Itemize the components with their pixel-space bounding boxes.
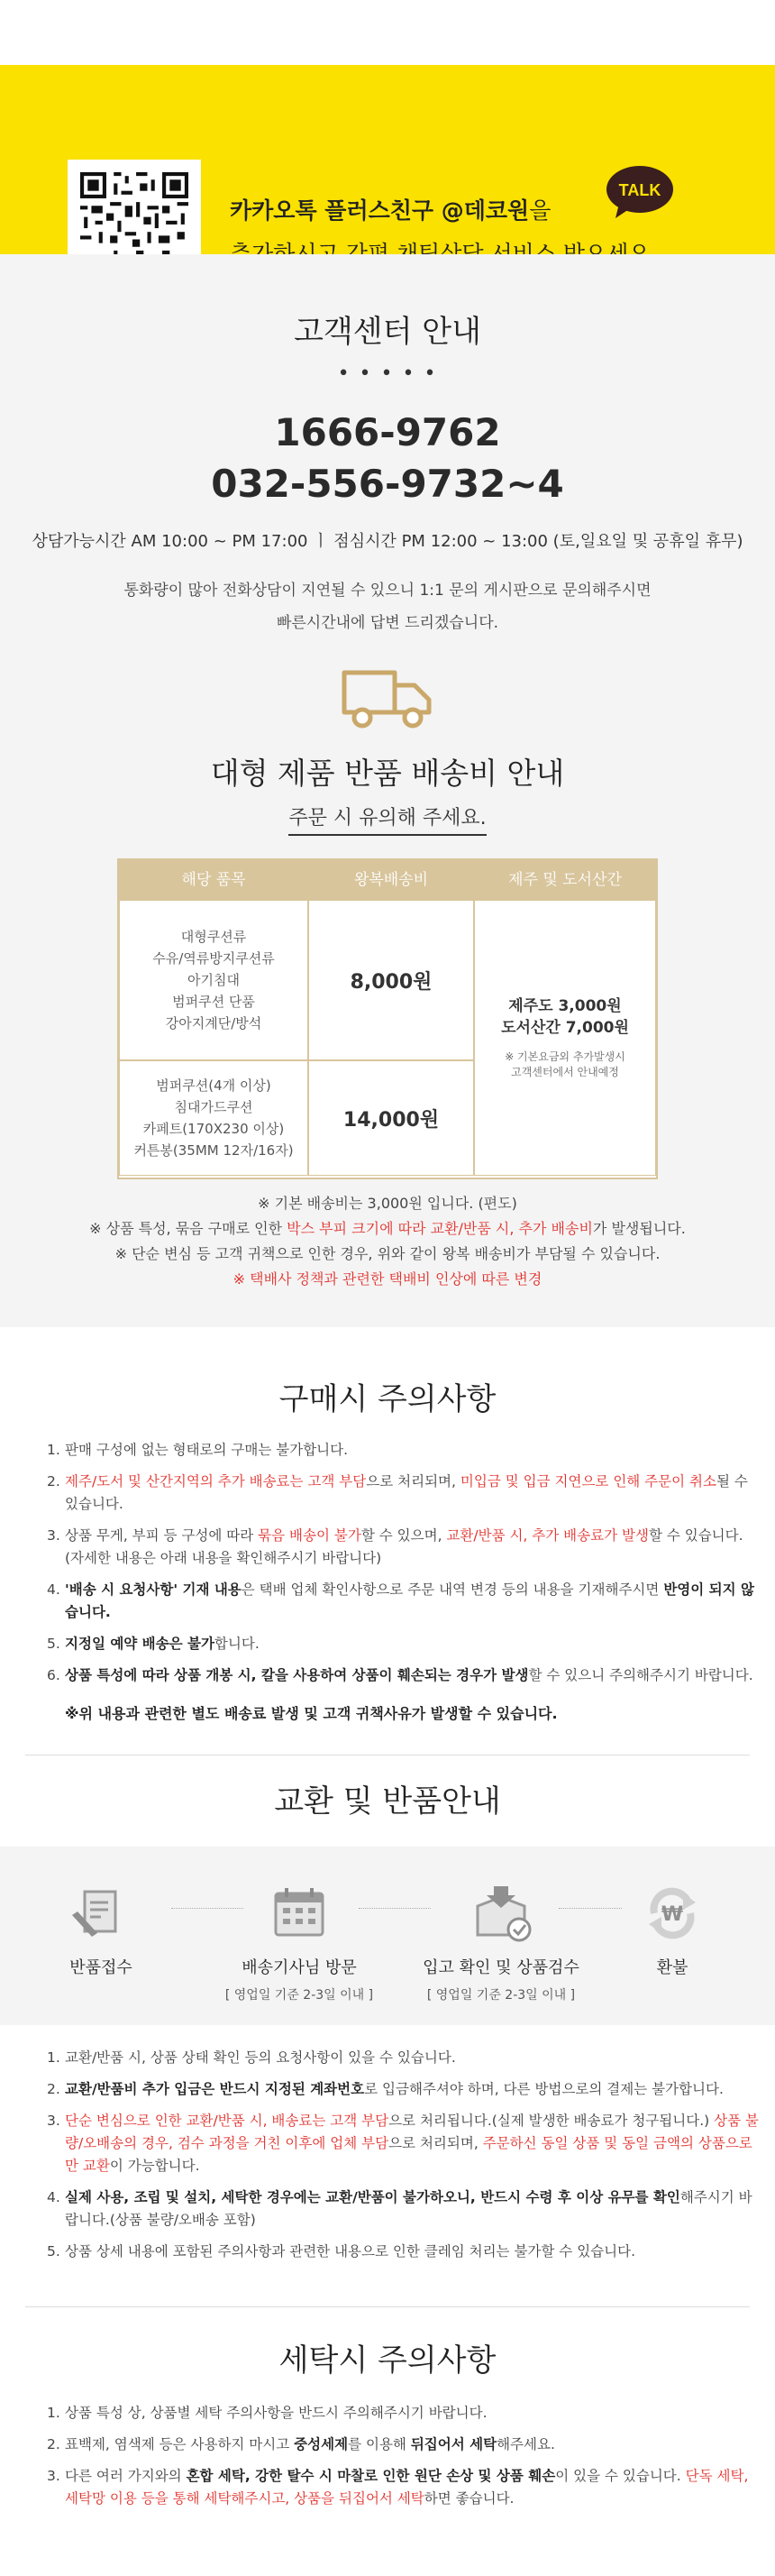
list-text: 할 수 있으니 주의해주시기 바랍니다. — [528, 1667, 753, 1683]
title-dots: • • • • • — [337, 362, 438, 385]
shipping-fee-table — [117, 858, 658, 1179]
list-text: '배송 시 요청사항' 기재 내용 — [65, 1581, 242, 1598]
list-number: 5. — [47, 1636, 60, 1652]
list-text: 상품 특성에 따라 상품 개봉 시, 칼을 사용하여 상품이 훼손되는 경우가 발생 — [65, 1667, 529, 1683]
row1-price-cell — [308, 900, 474, 1060]
list-text: 표백제, 염색제 등은 사용하지 마시고 — [65, 2436, 295, 2452]
top-spacer — [0, 0, 775, 65]
svg-text:₩: ₩ — [661, 1903, 684, 1926]
list-text: 중성세제 — [294, 2436, 349, 2452]
list-number: 3. — [47, 2113, 60, 2129]
list-text: 할 수 있으며, — [360, 1527, 447, 1544]
divider — [25, 1755, 750, 1756]
fee-note-2: ※ 상품 특성, 묶음 구매로 인한 박스 부피 크기에 따라 교환/반품 시, 추가 배송비가 발생됩니다. — [89, 1220, 686, 1237]
list-text: 를 이용해 — [348, 2436, 411, 2452]
list-item — [47, 2078, 759, 2101]
kakao-channel-text: 카카오톡 플러스친구 @데코원 — [230, 197, 530, 224]
row1-price: 8,000원 — [350, 970, 433, 994]
list-item — [47, 1471, 759, 1516]
list-text: 묶음 배송이 불가 — [258, 1527, 361, 1544]
list-item — [47, 1633, 759, 1655]
step-refund — [582, 1884, 762, 1985]
list-item — [47, 2047, 759, 2069]
list-text: 판매 구성에 없는 형태로의 구매는 불가합니다. — [65, 1442, 349, 1458]
list-number: 2. — [47, 1473, 60, 1490]
step-label: 입고 확인 및 상품검수 — [423, 1958, 579, 1977]
fee-note-1: ※ 기본 배송비는 3,000원 입니다. (편도) — [258, 1195, 517, 1212]
laundry-list — [47, 2402, 759, 2519]
list-text: 으로 처리되며, — [388, 2135, 483, 2151]
list-text: 상품 상세 내용에 포함된 주의사항과 관련한 내용으로 인한 클레임 처리는 불가할 수 있습니다. — [65, 2243, 636, 2260]
list-text: 교환/반품비 추가 입금은 반드시 지정된 계좌번호 — [65, 2081, 365, 2097]
laundry-title: 세탁시 주의사항 — [278, 2342, 497, 2379]
list-number: 5. — [47, 2243, 60, 2260]
list-text: 될 수 있습니다. — [65, 1473, 748, 1512]
row1-item: 대형쿠션류 — [180, 929, 247, 945]
purchase-footnote: ※위 내용과 관련한 별도 배송료 발생 및 고객 귀책사유가 발생할 수 있습니다. — [65, 1705, 558, 1722]
notice-line-1: 통화량이 많아 전화상담이 지연될 수 있으니 1:1 문의 게시판으로 문의해주시면 — [123, 582, 652, 600]
list-number: 3. — [47, 1527, 60, 1544]
row1-item: 아기침대 — [187, 972, 240, 988]
list-number: 1. — [47, 1442, 60, 1458]
row1-item: 범퍼쿠션 단품 — [172, 994, 255, 1010]
list-item — [47, 2465, 759, 2510]
list-text: 상품 무게, 부피 등 구성에 따라 — [65, 1527, 259, 1544]
kakao-talk-icon — [605, 164, 675, 220]
list-number: 1. — [47, 2049, 60, 2066]
list-number: 3. — [47, 2468, 60, 2484]
row2-item: 카페트(170X230 이상) — [142, 1121, 285, 1137]
phone-secondary[interactable]: 032-556-9732~4 — [211, 462, 564, 506]
list-item — [47, 1439, 759, 1462]
divider — [25, 2306, 750, 2307]
list-text: 이 가능합니다. — [109, 2158, 200, 2174]
list-text: 하면 좋습니다. — [424, 2490, 515, 2507]
purchase-title: 구매시 주의사항 — [278, 1381, 497, 1417]
large-return-subtitle: 주문 시 유의해 주세요. — [288, 802, 486, 836]
list-text: 뒤집어서 세탁 — [410, 2436, 497, 2452]
list-text: 미입금 및 입금 지연으로 인해 주문이 취소 — [460, 1473, 716, 1490]
step-sub: [ 영업일 기준 2-3일 이내 ] — [426, 1988, 576, 2003]
list-number: 1. — [47, 2405, 60, 2421]
phone-primary[interactable]: 1666-9762 — [274, 410, 501, 454]
jeju-note-1: ※ 기본요금외 추가발생시 — [505, 1050, 625, 1063]
step-inspection — [411, 1884, 591, 2003]
step-courier-visit — [209, 1884, 389, 2003]
header-items: 해당 품목 — [181, 871, 246, 889]
notice-line-2: 빠른시간내에 답변 드리겠습니다. — [276, 614, 499, 632]
list-text: 혼합 세탁, 강한 탈수 시 마찰로 인한 원단 손상 및 상품 훼손 — [186, 2468, 556, 2484]
list-number: 6. — [47, 1667, 60, 1683]
kakao-banner[interactable] — [0, 65, 775, 254]
list-text: 해주시기 바랍니다.(상품 불량/오배송 포함) — [65, 2189, 752, 2228]
delivery-truck-icon — [341, 667, 434, 730]
list-item — [47, 1664, 759, 1687]
list-text: 실제 사용, 조립 및 설치, 세탁한 경우에는 교환/반품이 불가하오니, — [65, 2189, 481, 2205]
list-text: 로 입금해주셔야 하며, 다른 방법으로의 결제는 불가합니다. — [364, 2081, 724, 2097]
list-number: 4. — [47, 1581, 60, 1598]
list-number: 2. — [47, 2081, 60, 2097]
table-header — [119, 860, 656, 900]
fee-note-3: ※ 단순 변심 등 고객 귀책으로 인한 경우, 위와 같이 왕복 배송비가 부담될 수 있습니다. — [114, 1245, 661, 1262]
list-text: 반영이 되지 않습니다. — [65, 1581, 754, 1620]
list-text: 이 있을 수 있습니다. — [555, 2468, 686, 2484]
list-text: 지정일 예약 배송은 불가 — [65, 1636, 214, 1652]
list-item — [47, 2110, 759, 2177]
list-text: 주문하신 동일 상품 및 동일 금액의 상품으로만 교환 — [65, 2135, 752, 2174]
list-text: 은 택배 업체 확인사항으로 주문 내역 변경 등의 내용을 기재해주시면 — [241, 1581, 664, 1598]
fee-note-4: ※ 택배사 정책과 관련한 택배비 인상에 따른 변경 — [232, 1270, 542, 1288]
row2-price-cell — [308, 1060, 474, 1176]
list-text: 교환/반품 시, 상품 상태 확인 등의 요청사항이 있을 수 있습니다. — [65, 2049, 456, 2066]
list-item — [47, 1525, 759, 1570]
large-return-title: 대형 제품 반품 배송비 안내 — [210, 756, 565, 791]
return-process-steps — [0, 1847, 775, 2025]
list-number: 2. — [47, 2436, 60, 2452]
customer-center-title: 고객센터 안내 — [294, 314, 481, 350]
jeju-fee-cell — [474, 900, 656, 1176]
refund-won-icon — [643, 1884, 701, 1942]
list-number: 4. — [47, 2189, 60, 2205]
row2-item: 커튼봉(35MM 12자/16자) — [133, 1142, 294, 1159]
list-text: 해주세요. — [497, 2436, 555, 2452]
business-hours: 상담가능시간 AM 10:00 ~ PM 17:00 ㅣ 점심시간 PM 12:00 ~ 13:00 (토,일요일 및 공휴일 휴무) — [32, 532, 743, 551]
list-text: 상품 불량/오배송의 경우, 검수 과정을 거친 이후에 업체 부담 — [65, 2113, 759, 2151]
step-label: 반품접수 — [69, 1958, 132, 1977]
step-return-request — [11, 1884, 191, 1985]
list-text: 단순 변심으로 인한 교환/반품 시, 배송료는 고객 부담 — [65, 2113, 389, 2129]
jeju-fee: 제주도 3,000원 — [508, 997, 622, 1015]
exchange-list — [47, 2047, 759, 2272]
list-item — [47, 2186, 759, 2232]
list-item — [47, 2402, 759, 2425]
list-item — [47, 2241, 759, 2263]
step-sub: [ 영업일 기준 2-3일 이내 ] — [224, 1988, 374, 2003]
jeju-note-2: 고객센터에서 안내예정 — [511, 1066, 619, 1078]
kakao-channel-tail: 을 — [529, 197, 552, 224]
list-text: 으로 처리됩니다.(실제 발생한 배송료가 청구됩니다.) — [388, 2113, 715, 2129]
list-item — [47, 2434, 759, 2456]
row1-item: 수유/역류방지쿠션류 — [152, 950, 275, 967]
list-text: 합니다. — [214, 1636, 260, 1652]
row2-price: 14,000원 — [342, 1108, 440, 1132]
list-text: 으로 처리되며, — [366, 1473, 460, 1490]
list-text: 교환/반품 시, 추가 배송료가 발생 — [446, 1527, 649, 1544]
row1-item: 강아지계단/방석 — [165, 1015, 262, 1031]
list-text: 상품 특성 상, 상품별 세탁 주의사항을 반드시 주의해주시기 바랍니다. — [65, 2405, 488, 2421]
header-round-trip-fee: 왕복배송비 — [353, 871, 429, 889]
row2-item: 침대가드쿠션 — [174, 1099, 253, 1115]
list-text: 다른 여러 가지와의 — [65, 2468, 187, 2484]
row2-item: 범퍼쿠션(4개 이상) — [156, 1077, 271, 1094]
document-edit-icon — [72, 1884, 130, 1942]
row2-items — [119, 1060, 308, 1176]
calendar-icon — [270, 1884, 328, 1942]
list-item — [47, 1579, 759, 1624]
step-label: 배송기사님 방문 — [242, 1958, 357, 1977]
list-text: 단독 세탁, 세탁망 이용 등을 통해 세탁해주시고, 상품을 뒤집어서 세탁 — [65, 2468, 749, 2507]
step-label: 환불 — [656, 1958, 688, 1977]
purchase-list — [47, 1439, 759, 1696]
talk-badge-text: TALK — [618, 181, 661, 199]
row1-items — [119, 900, 308, 1060]
list-text: 제주/도서 및 산간지역의 추가 배송료는 고객 부담 — [65, 1473, 367, 1490]
exchange-title: 교환 및 반품안내 — [274, 1783, 501, 1820]
box-check-icon — [469, 1884, 533, 1942]
island-fee: 도서산간 7,000원 — [501, 1019, 629, 1037]
list-text: 반드시 수령 후 이상 유무를 확인 — [480, 2189, 680, 2205]
header-jeju: 제주 및 도서산간 — [508, 871, 622, 889]
list-text: 할 수 있습니다. (자세한 내용은 아래 내용을 확인해주시기 바랍니다) — [65, 1527, 743, 1566]
